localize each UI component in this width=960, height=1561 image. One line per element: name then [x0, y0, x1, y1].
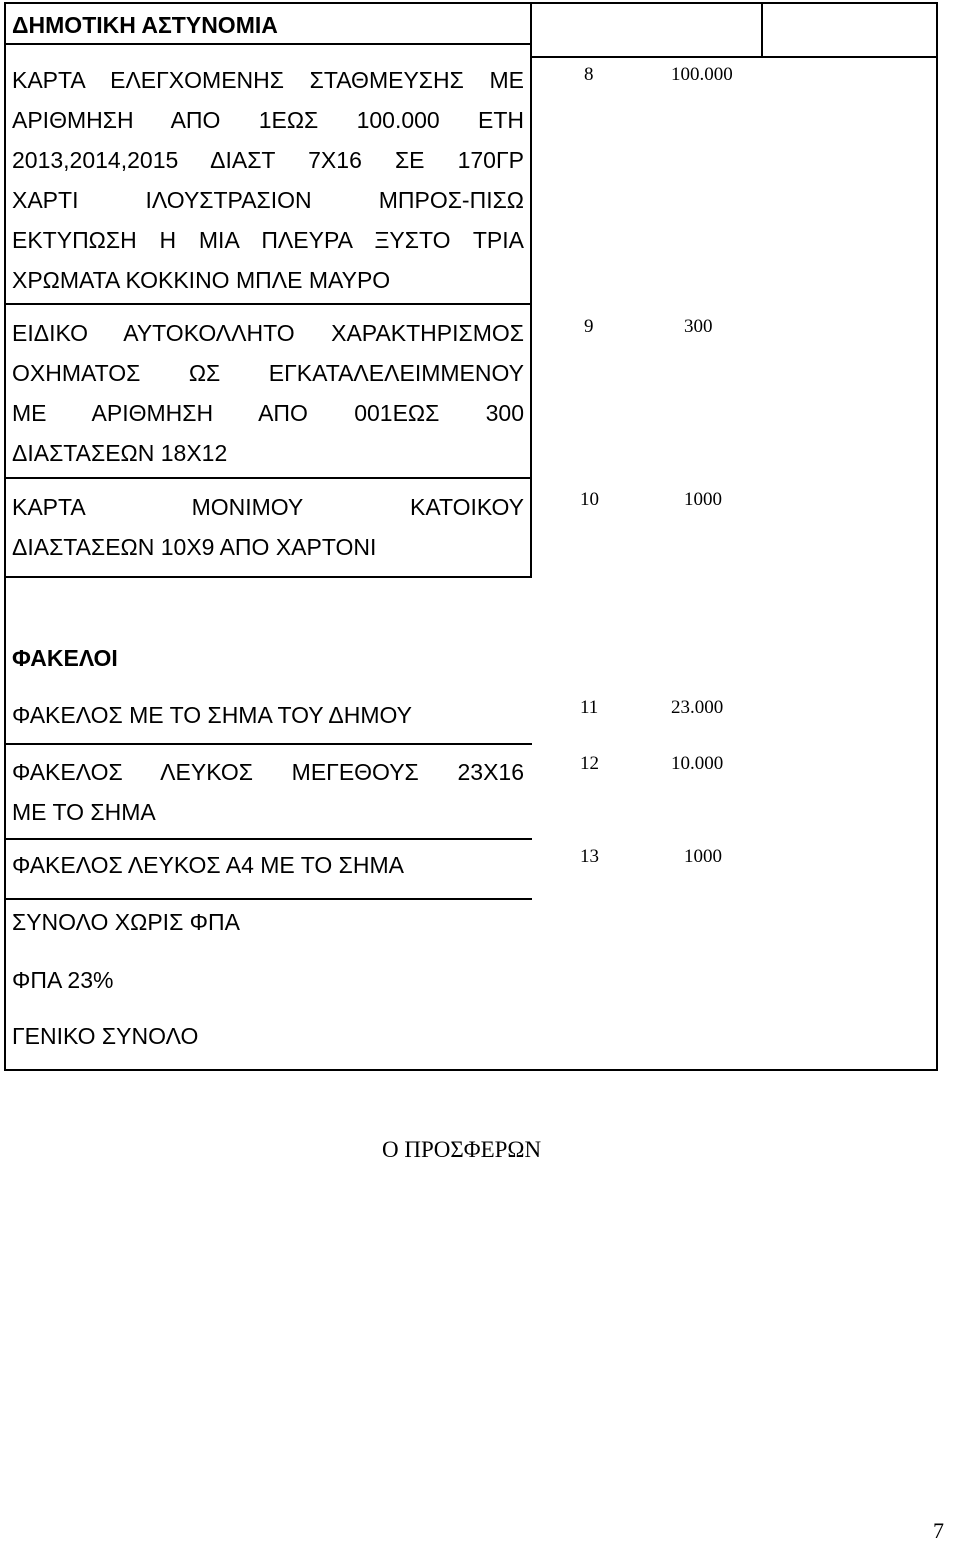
row-separator-6 — [4, 838, 532, 840]
item-description: ΦΑΚΕΛΟΣ ΜΕ ΤΟ ΣΗΜΑ ΤΟΥ ΔΗΜΟΥ — [12, 702, 412, 728]
description-line: ΜΕ ΑΡΙΘΜΗΣΗ ΑΠΟ 001ΕΩΣ 300 — [12, 400, 524, 426]
section-title: ΔΗΜΟΤΙΚΗ ΑΣΤΥΝΟΜΙΑ — [12, 12, 278, 38]
header-right-rule — [530, 56, 938, 58]
description-line: ΧΑΡΤΙ ΙΛΟΥΣΤΡΑΣΙΟΝ ΜΠΡΟΣ-ΠΙΣΩ — [12, 187, 524, 213]
row-separator-5 — [4, 743, 532, 745]
item-description — [12, 752, 524, 832]
column-separator-2 — [761, 2, 763, 58]
table-border-bottom — [4, 1069, 938, 1071]
item-number: 9 — [584, 316, 594, 337]
description-line: ΔΙΑΣΤΑΣΕΩΝ 18Χ12 — [12, 440, 228, 466]
row-separator-3 — [4, 477, 532, 479]
item-number: 11 — [580, 697, 599, 718]
description-line: ΧΡΩΜΑΤΑ ΚΟΚΚΙΝΟ ΜΠΛΕ ΜΑΥΡΟ — [12, 267, 391, 293]
row-separator-4 — [4, 576, 532, 578]
description-line: ΚΑΡΤΑ ΕΛΕΓΧΟΜΕΝΗΣ ΣΤΑΘΜΕΥΣΗΣ ΜΕ — [12, 67, 524, 93]
description-line: ΚΑΡΤΑ ΜΟΝΙΜΟΥ ΚΑΤΟΙΚΟΥ — [12, 494, 524, 520]
item-number: 13 — [580, 846, 599, 867]
description-line: ΑΡΙΘΜΗΣΗ ΑΠΟ 1ΕΩΣ 100.000 ΕΤΗ — [12, 107, 524, 133]
description-line: 2013,2014,2015 ΔΙΑΣΤ 7Χ16 ΣΕ 170ΓΡ — [12, 147, 524, 173]
item-description — [12, 487, 524, 567]
table-border-right — [936, 2, 938, 1071]
table-border-top — [4, 2, 938, 4]
row-separator-7 — [4, 898, 532, 900]
description-line: ΕΙΔΙΚΟ ΑΥΤΟΚΟΛΛΗΤΟ ΧΑΡΑΚΤΗΡΙΣΜΟΣ — [12, 320, 524, 346]
item-quantity: 10.000 — [671, 753, 724, 774]
item-quantity: 23.000 — [671, 697, 724, 718]
description-line: ΦΑΚΕΛΟΣ ΛΕΥΚΟΣ ΜΕΓΕΘΟΥΣ 23Χ16 — [12, 759, 524, 785]
subtotal-label: ΣΥΝΟΛΟ ΧΩΡΙΣ ΦΠΑ — [12, 909, 240, 935]
item-number: 10 — [580, 489, 599, 510]
item-quantity: 300 — [684, 316, 713, 337]
grand-total-label: ΓΕΝΙΚΟ ΣΥΝΟΛΟ — [12, 1023, 199, 1049]
description-line: ΟΧΗΜΑΤΟΣ ΩΣ ΕΓΚΑΤΑΛΕΛΕΙΜΜΕΝΟΥ — [12, 360, 524, 386]
item-quantity: 100.000 — [671, 64, 733, 85]
item-number: 12 — [580, 753, 599, 774]
item-description: ΦΑΚΕΛΟΣ ΛΕΥΚΟΣ Α4 ΜΕ ΤΟ ΣΗΜΑ — [12, 852, 404, 878]
envelopes-title: ΦΑΚΕΛΟΙ — [12, 645, 118, 671]
column-separator-1 — [530, 2, 532, 578]
description-line: ΔΙΑΣΤΑΣΕΩΝ 10Χ9 ΑΠΟ ΧΑΡΤΟΝΙ — [12, 534, 377, 560]
item-description — [12, 60, 524, 300]
row-separator-2 — [4, 303, 532, 305]
table-border-left — [4, 2, 6, 1071]
bidder-label: Ο ΠΡΟΣΦΕΡΩΝ — [382, 1137, 542, 1162]
description-line: ΕΚΤΥΠΩΣΗ Η ΜΙΑ ΠΛΕΥΡΑ ΞΥΣΤΟ ΤΡΙΑ — [12, 227, 524, 253]
item-quantity: 1000 — [684, 489, 722, 510]
page-number: 7 — [933, 1518, 944, 1543]
item-number: 8 — [584, 64, 594, 85]
item-quantity: 1000 — [684, 846, 722, 867]
item-description — [12, 313, 524, 473]
description-line: ΜΕ ΤΟ ΣΗΜΑ — [12, 799, 156, 825]
vat-label: ΦΠΑ 23% — [12, 967, 114, 993]
